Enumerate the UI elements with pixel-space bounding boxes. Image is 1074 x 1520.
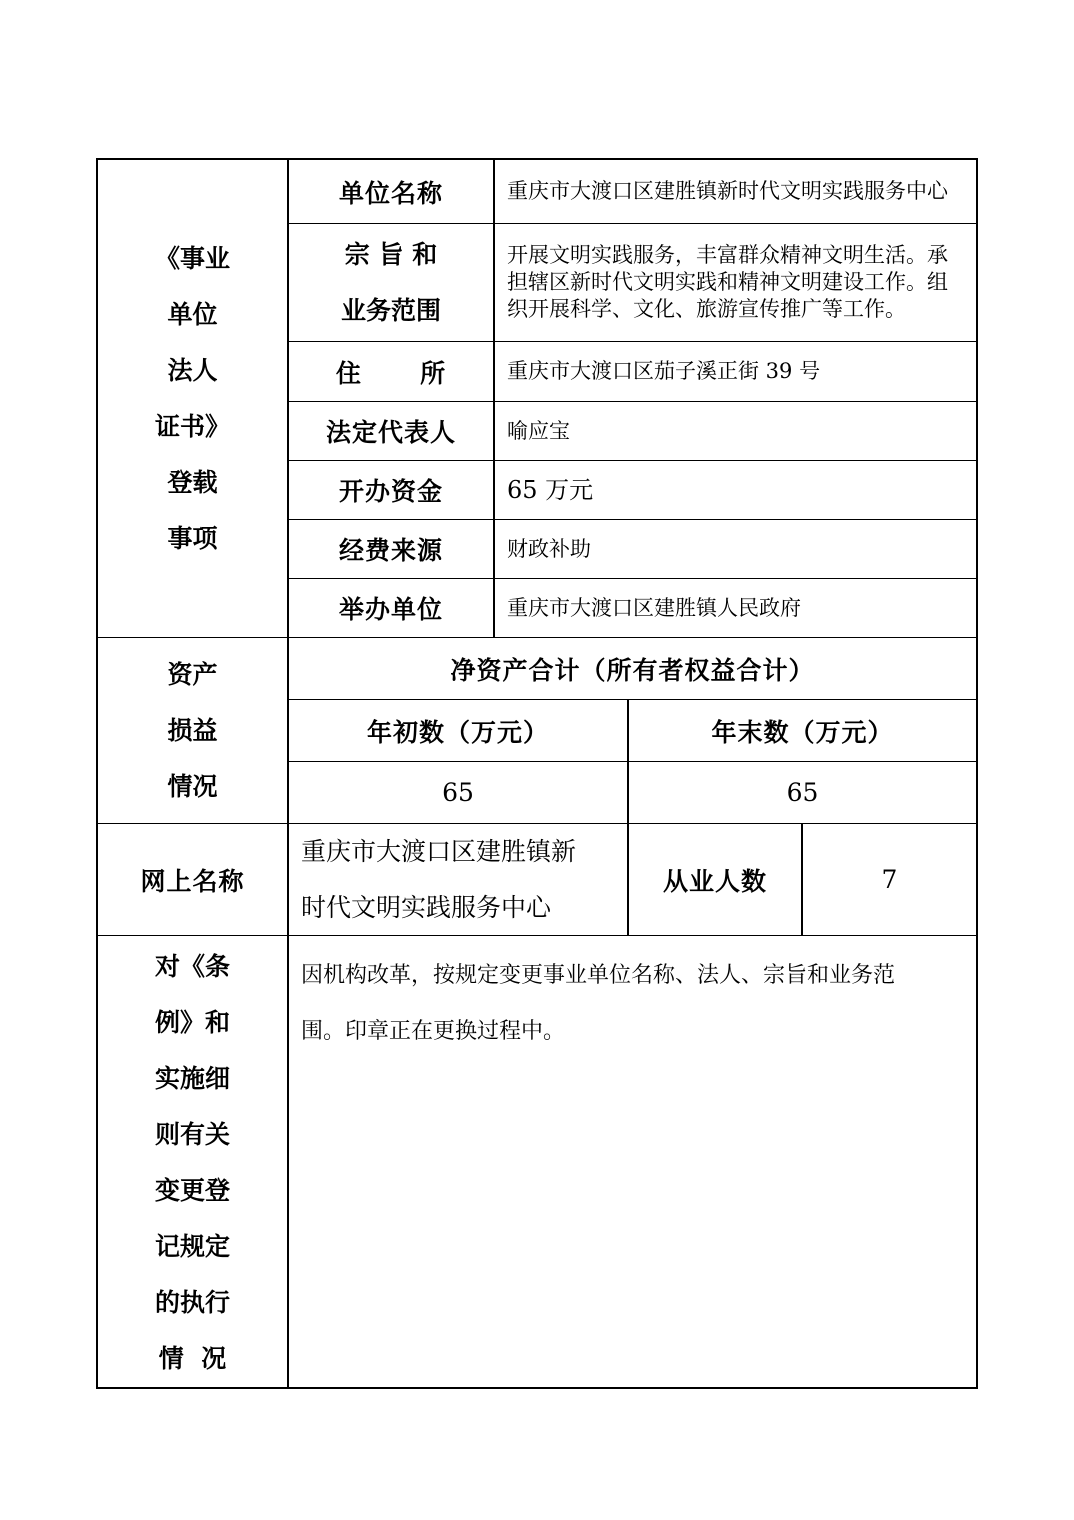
title-line: 情况	[167, 771, 218, 801]
compliance-section-title	[98, 936, 287, 1389]
end-of-year-value: 65	[786, 778, 819, 807]
start-capital-value: 65 万元	[507, 475, 594, 504]
title-line: 情 况	[158, 1343, 227, 1373]
sponsor-unit-value: 重庆市大渡口区建胜镇人民政府	[507, 595, 801, 620]
legal-representative-value: 喻应宝	[507, 418, 570, 443]
online-name-value	[289, 824, 627, 935]
purpose-scope-value: 开展文明实践服务，丰富群众精神文明生活。承担辖区新时代文明实践和精神文明建设工作。组织开展科学、文化、旅游宣传推广等工作。	[507, 243, 948, 321]
online-name-label: 网上名称	[140, 866, 245, 896]
title-line: 记规定	[154, 1231, 230, 1261]
title-line: 对《条	[154, 951, 230, 981]
sponsor-unit-label: 举办单位	[338, 595, 443, 624]
address-value: 重庆市大渡口区茄子溪正街 39 号	[507, 359, 821, 383]
title-line: 登载	[167, 467, 218, 497]
title-line: 变更登	[154, 1175, 230, 1205]
net-assets-header: 净资产合计（所有者权益合计）	[450, 655, 815, 685]
registration-section-title	[98, 160, 287, 637]
staff-count-value: 7	[881, 865, 898, 894]
title-line: 则有关	[154, 1119, 230, 1149]
title-line: 损益	[167, 715, 218, 745]
legal-representative-label: 法定代表人	[325, 418, 456, 447]
title-line: 证书》	[154, 411, 230, 441]
title-line: 的执行	[154, 1287, 230, 1317]
title-line: 事项	[167, 523, 218, 553]
title-line: 《事业	[154, 243, 230, 273]
label-line: 宗 旨 和	[344, 239, 438, 269]
text-line: 因机构改革，按规定变更事业单位名称、法人、宗旨和业务范	[301, 963, 896, 988]
label-line: 业务范围	[340, 295, 441, 325]
title-line: 实施细	[154, 1063, 230, 1093]
registration-form-table	[96, 158, 978, 1389]
assets-section-title	[98, 638, 287, 823]
value-line: 重庆市大渡口区建胜镇新	[301, 836, 577, 866]
end-of-year-header: 年末数（万元）	[711, 717, 894, 747]
unit-name-value: 重庆市大渡口区建胜镇新时代文明实践服务中心	[507, 179, 948, 203]
title-line: 例》和	[154, 1007, 230, 1037]
start-of-year-value: 65	[442, 778, 474, 807]
title-line: 单位	[167, 299, 218, 329]
staff-count-label: 从业人数	[662, 866, 767, 896]
text-line: 围。印章正在更换过程中。	[301, 1019, 566, 1044]
value-line: 时代文明实践服务中心	[301, 892, 552, 922]
funding-source-label: 经费来源	[338, 536, 443, 565]
unit-name-label: 单位名称	[338, 178, 443, 208]
start-capital-label: 开办资金	[338, 477, 443, 506]
funding-source-value: 财政补助	[507, 536, 591, 561]
purpose-scope-label	[289, 224, 493, 341]
title-line: 资产	[167, 659, 218, 689]
title-line: 法人	[167, 355, 218, 385]
compliance-text	[301, 948, 973, 1060]
address-label: 住 所	[335, 358, 447, 388]
start-of-year-header: 年初数（万元）	[366, 717, 549, 747]
